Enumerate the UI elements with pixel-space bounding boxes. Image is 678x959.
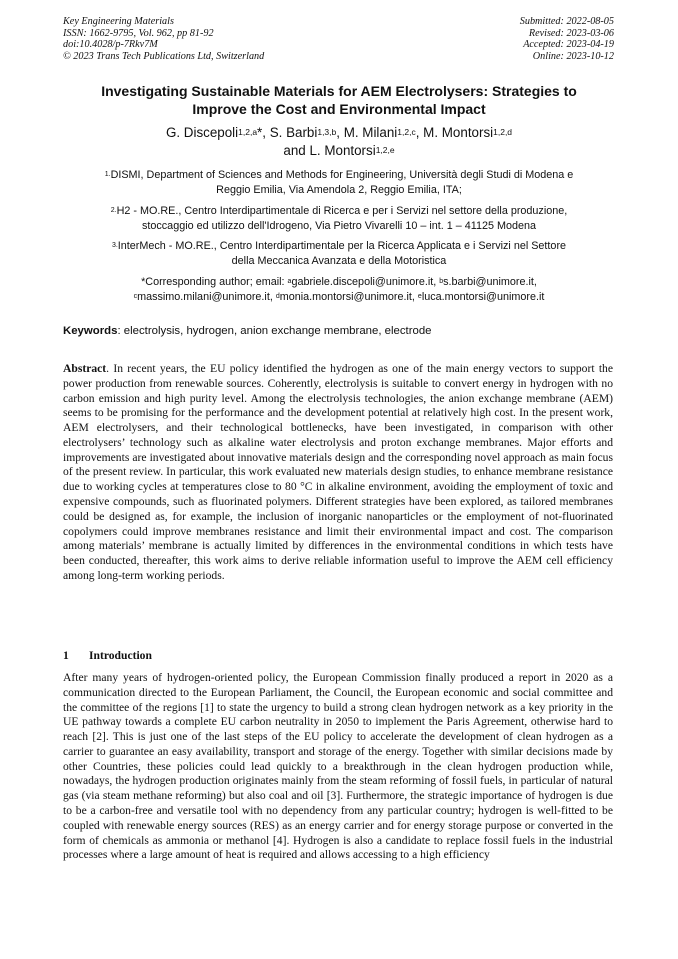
affiliation-line: $^{1.}$DISMI, Department of Sciences and Methods for Engineering, Università degli Studi di Modena e — [104, 169, 574, 181]
email-link[interactable]: luca.montorsi@unimore.it — [421, 290, 545, 303]
author-name: and L. Montorsi — [283, 143, 376, 158]
keywords-label: Keywords — [63, 325, 118, 337]
email-link[interactable]: massimo.milani@unimore.it, — [137, 290, 276, 303]
affiliation-line: $^{3.}$InterMech - MO.RE., Centro Interdipartimentale per la Ricerca Applicata e i Servizi nel Settore — [111, 240, 567, 252]
corresponding-marker: *, — [257, 125, 270, 140]
corresponding-author — [62, 275, 616, 304]
abstract-label: Abstract — [63, 362, 107, 375]
corresponding-line-1: *Corresponding author; email: $^a$gabriele.discepoli@unimore.it, $^b$s.barbi@unimore.it, — [141, 276, 537, 288]
author-list — [50, 124, 628, 160]
paper-title — [50, 82, 628, 118]
author-sup: 1,2,e — [375, 145, 395, 155]
affiliation-sup: 1. — [104, 171, 111, 178]
title-line-1: Investigating Sustainable Materials for AEM Electrolysers: Strategies to — [101, 83, 577, 99]
doi: doi:10.4028/p-7Rkv7M — [63, 39, 158, 51]
author-sup: 1,3,b — [317, 127, 337, 137]
author-separator: , — [336, 125, 344, 140]
affiliation-2 — [62, 204, 616, 233]
introduction-text: After many years of hydrogen-oriented policy, the European Commission finally produced a report in 2020 as a communication directed to the European Parliament, the Council, the European economic and social committee and the committee of the regions [1] to state the urgency to build a strong clean hydrogen network as a key priority in the UE pathway towards a complete EU carbon neutrality in 2050 to implement the Paris Agreement, otherwise hard to reach [2]. This is just one of the last steps of the EU policy to accelerate the development of clean hydrogen as a carrier to guarantee an easy availability, transport and storage of the energy. Together with similar decisions made by other Countries, these policies could lead quickly to a breakthrough in the clean hydrogen production while, nowadays, the hydrogen production originates mainly from the steam reforming of fossil fuels, in particular of natural gas (via steam methane reforming) but also coal and oil [3]. Furthermore, the strategic importance of hydrogen is due to be a carbon-free and versatile tool with no dependency from any particular country; hydrogen is well-fitted to be coupled with renewable energy sources (RES) as an energy carrier and for energy storage purpose or converted in the form of chemicals as ammonia or methanol [4]. Hydrogen is also a candidate to replace fossil fuels in the industrial processes where a large amount of heat is required and allows accessing to a high efficiency — [63, 671, 613, 862]
title-line-2: Improve the Cost and Environmental Impact — [192, 101, 486, 117]
journal-header — [63, 16, 264, 62]
keywords-text: : electrolysis, hydrogen, anion exchange membrane, electrode — [117, 325, 432, 337]
email-link[interactable]: monia.montorsi@unimore.it, — [279, 290, 418, 303]
author-line-1 — [50, 124, 628, 142]
author-name: M. Montorsi — [423, 125, 494, 140]
email-link[interactable]: s.barbi@unimore.it, — [443, 276, 537, 288]
affiliation-sup: 3. — [111, 242, 118, 249]
affiliation-3 — [62, 239, 616, 268]
abstract-text: . In recent years, the EU policy identified the hydrogen as one of the main energy vectors to support the power production from renewable sources. Coherently, electrolysis is suitable to convert energy in hydrogen with no carbon emission and high purity level. Among the electrolysis technologies, the anion exchange membrane (AEM) seems to be promising for the performance and the development potential at relatively high cost. In the present work, AEM electrolysers, and their technological bottlenecks, have been investigated, in comparison with other electrolysers’ technology such as alkaline water electrolysis and proton exchange membranes. Major efforts and improvements are investigated about innovative materials design and the corresponding novel approach as main focus of the present review. In particular, this work evaluated new materials design studies, to enhance membrane resistance due to working cycles at temperatures close to 80 °C in alkaline environment, avoiding the employment of toxic and expensive compounds, such as fluorinated polymers. Different strategies have been explored, as tailored membranes could be designed as, for example, the inclusion of inorganic nanoparticles or the employment of not-fluorinated copolymers could improve membranes resistance and limit their environmental impact and cost. The comparison among materials’ membrane is actually limited by differences in the environmental conditions in which tests have been conducted, thereafter, this work aims to derive reliable information useful to improve the AEM cell efficiency among long-term working periods. — [63, 362, 613, 582]
author-separator: , — [415, 125, 424, 140]
journal-name: Key Engineering Materials — [63, 16, 174, 27]
dates-header — [520, 16, 614, 62]
submitted-date: Submitted: 2022-08-05 — [519, 16, 614, 27]
affiliation-line: $^{2.}$H2 - MO.RE., Centro Interdipartimentale di Ricerca e per i Servizi nel settore della produzione, — [110, 205, 568, 217]
online-date: Online: 2023-10-12 — [532, 50, 614, 62]
keywords — [63, 324, 432, 338]
author-sup: 1,2,c — [397, 127, 416, 137]
affiliation-line: stoccaggio ed utilizzo dell'Idrogeno, Via Pietro Vivarelli 10 – int. 1 – 41125 Modena — [141, 219, 536, 232]
author-name: M. Milani — [343, 125, 398, 140]
affiliation-1 — [62, 168, 616, 197]
issn: ISSN: 1662-9795, Vol. 962, pp 81-92 — [63, 27, 214, 39]
copyright: © 2023 Trans Tech Publications Ltd, Switzerland — [63, 50, 265, 62]
affiliation-sup: 2. — [110, 207, 117, 214]
author-name: G. Discepoli — [165, 125, 239, 140]
author-sup: 1,2,d — [493, 127, 513, 137]
author-sup: 1,2,a — [238, 127, 258, 137]
accepted-date: Accepted: 2023-04-19 — [523, 39, 614, 51]
email-link[interactable]: gabriele.discepoli@unimore.it, — [291, 276, 440, 288]
section-heading — [63, 649, 152, 663]
author-line-2 — [50, 142, 628, 160]
section-number: 1 — [63, 649, 69, 662]
abstract — [63, 362, 613, 584]
affiliation-line: della Meccanica Avanzata e della Motoristica — [231, 254, 447, 267]
revised-date: Revised: 2023-03-06 — [528, 27, 614, 39]
affiliation-line: Reggio Emilia, Via Amendola 2, Reggio Emilia, ITA; — [216, 183, 462, 196]
corresponding-line-2: $^c$massimo.milani@unimore.it, $^d$monia.montorsi@unimore.it, $^e$luca.montorsi@unimore.it — [133, 290, 545, 303]
section-title: Introduction — [89, 649, 152, 662]
author-name: S. Barbi — [269, 125, 318, 140]
